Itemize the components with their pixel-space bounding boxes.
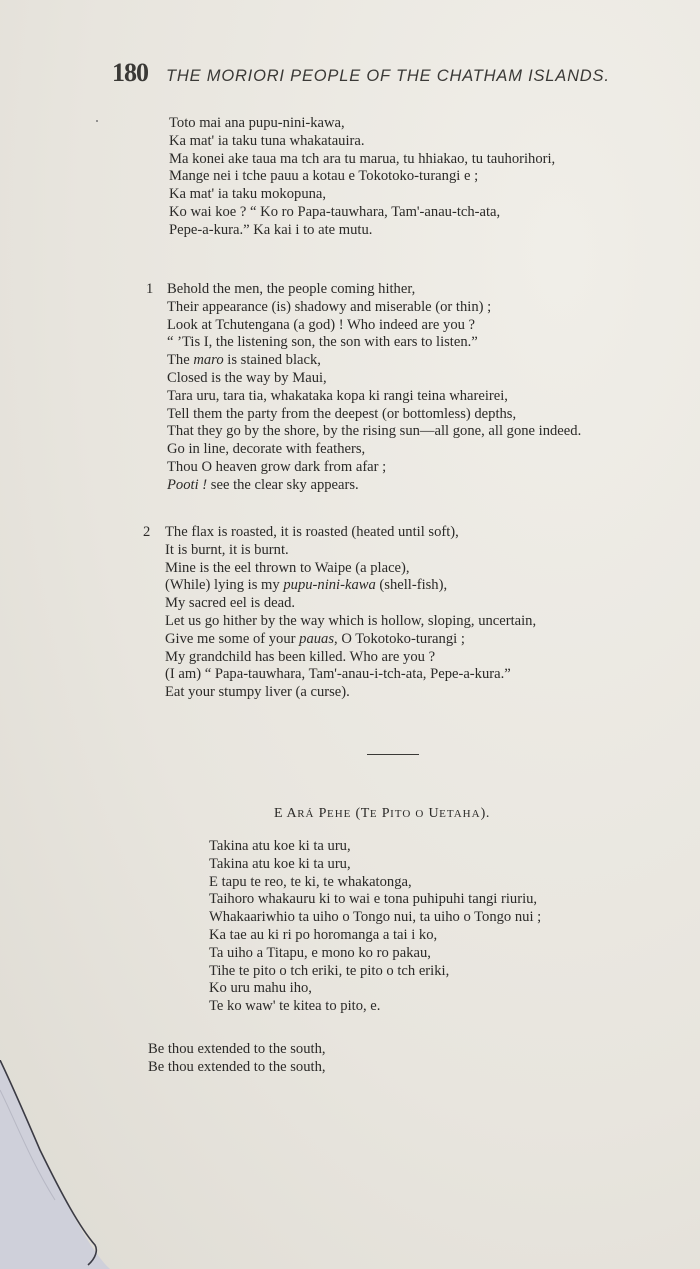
verse-line: Takina atu koe ki ta uru, [209, 838, 351, 854]
verse-line: Tara uru, tara tia, whakataka kopa ki rangi teina whareirei, [167, 387, 508, 404]
italic-word: pupu-nini-kawa [283, 577, 376, 594]
verse-line: Ka tae au ki ri po horomanga a tai i ko, [209, 926, 438, 943]
italic-word: maro [193, 352, 224, 369]
verse-line: Look at Tchutengana (a god) ! Who indeed are you ? [167, 316, 476, 333]
verse-line: Closed is the way by Maui, [167, 369, 327, 386]
verse-line: Tihe te pito o tch eriki, te pito o tch eriki, [209, 962, 450, 979]
verse-line: Thou O heaven grow dark from afar ; [167, 458, 387, 475]
verse-line: My sacred eel is dead. [165, 595, 296, 612]
print-speck [96, 120, 98, 122]
verse-line: Ma konei ake taua ma tch ara tu marua, tu hhiakao, tu tauhorihori, [169, 150, 556, 167]
verse-line: Let us go hither by the way which is hollow, sloping, uncertain, [165, 612, 537, 629]
verse-line: Behold the men, the people coming hither, [167, 281, 416, 297]
verse-line: Be thou extended to the south, [148, 1058, 326, 1075]
verse-line: Taihoro whakauru ki to wai e tona puhipuhi tangi riuriu, [209, 891, 538, 908]
verse-line: That they go by the shore, by the rising sun—all gone, all gone indeed. [167, 423, 582, 440]
verse-line: Give me some of your pauas, O Tokotoko-turangi ; [165, 630, 465, 647]
verse-line: Ko uru mahu iho, [209, 980, 312, 997]
translation-stanza-2 [165, 524, 536, 702]
stanza-number: 2 [143, 524, 151, 540]
page-curl [0, 1060, 110, 1269]
song-verse [209, 838, 541, 1016]
section-divider [367, 754, 419, 755]
translation-stanza-1 [167, 281, 581, 495]
verse-line: Mange nei i tche pauu a kotau e Tokotoko-turangi e ; [169, 168, 479, 185]
verse-line: Go in line, decorate with feathers, [167, 441, 366, 458]
verse-line: (While) lying is my pupu-nini-kawa (shell-fish), [165, 577, 448, 594]
verse-line: Pooti ! see the clear sky appears. [167, 476, 359, 493]
verse-line: Tell them the party from the deepest (or bottomless) depths, [167, 405, 517, 422]
verse-line: Ka mat' ia taku tuna whakatauira. [169, 132, 365, 149]
verse-line: Toto mai ana pupu-nini-kawa, [169, 115, 345, 131]
verse-line: “ ’Tis I, the listening son, the son with ears to listen.” [167, 334, 478, 351]
stanza-number: 1 [146, 281, 154, 297]
verse-line: Whakaariwhio ta uiho o Tongo nui, ta uiho o Tongo nui ; [209, 909, 542, 926]
italic-word: pauas [299, 630, 335, 647]
verse-line: Eat your stumpy liver (a curse). [165, 684, 350, 701]
italic-word: Pooti ! [167, 476, 208, 493]
running-title: THE MORIORI PEOPLE OF THE CHATHAM ISLANDS. [166, 67, 610, 85]
verse-line: Pepe-a-kura.” Ka kai i to ate mutu. [169, 221, 373, 238]
verse-line: Te ko waw' te kitea to pito, e. [209, 998, 381, 1015]
verse-line: E tapu te reo, te ki, te whakatonga, [209, 873, 412, 890]
song-translation [148, 1041, 326, 1077]
verse-line: Their appearance (is) shadowy and miserable (or thin) ; [167, 298, 492, 315]
verse-line: The flax is roasted, it is roasted (heated until soft), [165, 524, 459, 540]
verse-line: My grandchild has been killed. Who are you ? [165, 648, 436, 665]
verse-line: Ko wai koe ? “ Ko ro Papa-tauwhara, Tam'-anau-tch-ata, [169, 203, 501, 220]
verse-line: Mine is the eel thrown to Waipe (a place), [165, 559, 410, 576]
verse-line: Be thou extended to the south, [148, 1041, 326, 1057]
verse-line: Ka mat' ia taku mokopuna, [169, 186, 327, 203]
page-header [112, 58, 610, 88]
verse-line: The maro is stained black, [167, 352, 321, 369]
moriori-verse [169, 115, 555, 240]
verse-line: Ta uiho a Titapu, e mono ko ro pakau, [209, 944, 431, 961]
verse-line: (I am) “ Papa-tauwhara, Tam'-anau-i-tch-ata, Pepe-a-kura.” [165, 666, 511, 683]
verse-line: It is burnt, it is burnt. [165, 541, 289, 558]
song-title: E ARÁ PEHE (TE PITO O UETAHA). [274, 806, 490, 821]
page-number: 180 [112, 58, 148, 87]
verse-line: Takina atu koe ki ta uru, [209, 855, 351, 872]
